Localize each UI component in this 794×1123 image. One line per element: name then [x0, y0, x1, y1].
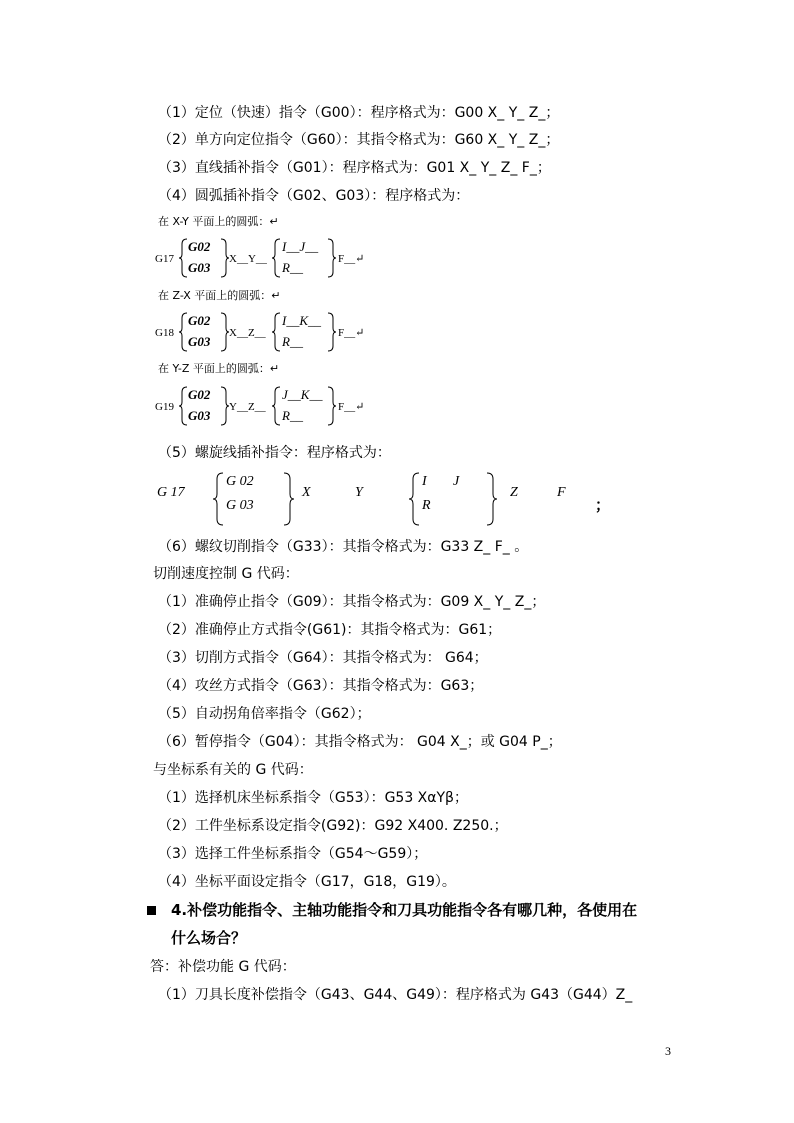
- formula-zx-ik: I__K__: [282, 313, 321, 328]
- question-4-line-2: 什么场合？: [171, 929, 247, 947]
- formula-helix-g02: G 02: [226, 474, 254, 489]
- g62-line: （5）自动拐角倍率指令（G62）；: [158, 706, 371, 722]
- formula-helix-g17: G 17: [157, 485, 185, 500]
- formula-zx-g: G18: [155, 327, 174, 339]
- formula-yz-f: F__↵: [338, 401, 365, 413]
- formula-helix-x: X: [302, 485, 311, 500]
- right-brace-icon: [327, 238, 337, 278]
- formula-xy-g02: G02: [188, 239, 211, 254]
- g92-line: （2）工件坐标系设定指令(G92)：G92 X400. Z250.；: [158, 818, 508, 834]
- formula-helix-i: I: [422, 474, 427, 489]
- formula-yz-r: R__: [282, 408, 303, 423]
- formula-helix-r: R: [422, 498, 431, 513]
- zx-plane-label: 在 Z-X 平面上的圆弧：↵: [158, 289, 281, 302]
- g63-line: （4）攻丝方式指令（G63）：其指令格式为：G63；: [158, 678, 484, 694]
- g60-line: （2）单方向定位指令（G60）：其指令格式为：G60 X_ Y_ Z_；: [158, 132, 560, 148]
- yz-plane-label: 在 Y-Z 平面上的圆弧：↵: [158, 362, 280, 375]
- formula-yz-g: G19: [155, 401, 174, 413]
- formula-zx-f: F__↵: [338, 327, 365, 339]
- left-brace-icon: [178, 238, 188, 278]
- g09-line: （1）准确停止指令（G09）：其指令格式为：G09 X_ Y_ Z_；: [158, 594, 546, 610]
- right-brace-icon: [283, 472, 295, 526]
- formula-helix-f: F: [557, 485, 566, 500]
- left-brace-icon: [178, 312, 188, 352]
- coord-heading: 与坐标系有关的 G 代码：: [153, 762, 313, 778]
- formula-zx-mid: X__Z__: [229, 327, 266, 339]
- xy-plane-label: 在 X-Y 平面上的圆弧：↵: [158, 215, 279, 228]
- g00-line: （1）定位（快速）指令（G00）：程序格式为：G00 X_ Y_ Z_；: [158, 105, 560, 121]
- formula-zx-g03: G03: [188, 334, 211, 349]
- right-brace-icon: [486, 472, 498, 526]
- formula-helix-g03: G 03: [226, 498, 254, 513]
- left-brace-icon: [271, 386, 281, 426]
- formula-xy-ij: I__J__: [282, 239, 319, 254]
- g54-g59-line: （3）选择工件坐标系指令（G54～G59）；: [158, 846, 428, 862]
- formula-yz-g03: G03: [188, 408, 211, 423]
- question-4-line-1: 4.补偿功能指令、主轴功能指令和刀具功能指令各有哪几种，各使用在: [171, 901, 638, 919]
- formula-yz: [155, 384, 395, 428]
- g17-g19-line: （4）坐标平面设定指令（G17，G18，G19）。: [158, 874, 456, 890]
- page-number: 3: [665, 1044, 671, 1058]
- formula-zx: [155, 310, 395, 354]
- left-brace-icon: [212, 472, 224, 526]
- right-brace-icon: [327, 312, 337, 352]
- formula-helix: [155, 470, 625, 528]
- formula-yz-jk: J__K__: [282, 387, 323, 402]
- formula-yz-g02: G02: [188, 387, 211, 402]
- formula-yz-mid: Y__Z__: [229, 401, 266, 413]
- right-brace-icon: [327, 386, 337, 426]
- formula-helix-semicolon: ；: [595, 496, 611, 514]
- formula-xy-f: F__↵: [338, 253, 365, 265]
- formula-xy-r: R__: [282, 260, 303, 275]
- left-brace-icon: [271, 312, 281, 352]
- formula-xy: [155, 236, 395, 280]
- g04-line: （6）暂停指令（G04）：其指令格式为： G04 X_；或 G04 P_；: [158, 734, 562, 750]
- formula-xy-g03: G03: [188, 260, 211, 275]
- left-brace-icon: [408, 472, 420, 526]
- formula-xy-mid: X__Y__: [229, 253, 267, 265]
- formula-xy-g: G17: [155, 253, 174, 265]
- helix-line: （5）螺旋线插补指令：程序格式为：: [158, 445, 391, 461]
- left-brace-icon: [178, 386, 188, 426]
- g61-line: （2）准确停止方式指令(G61)：其指令格式为：G61；: [158, 622, 502, 638]
- speed-heading: 切削速度控制 G 代码：: [153, 566, 299, 582]
- g64-line: （3）切削方式指令（G64）：其指令格式为： G64；: [158, 650, 488, 666]
- left-brace-icon: [271, 238, 281, 278]
- square-bullet-icon: [147, 906, 156, 915]
- g43-line: （1）刀具长度补偿指令（G43、G44、G49）：程序格式为 G43（G44）Z_: [158, 987, 633, 1003]
- g01-line: （3）直线插补指令（G01）：程序格式为：G01 X_ Y_ Z_ F_；: [158, 160, 551, 176]
- g02-g03-line: （4）圆弧插补指令（G02、G03）：程序格式为：: [158, 188, 470, 204]
- formula-zx-r: R__: [282, 334, 303, 349]
- answer-heading: 答：补偿功能 G 代码：: [150, 959, 296, 975]
- formula-helix-y: Y: [355, 485, 363, 500]
- g33-line: （6）螺纹切削指令（G33）：其指令格式为：G33 Z_ F_ 。: [158, 539, 529, 555]
- formula-helix-j: J: [453, 474, 460, 489]
- formula-helix-z: Z: [510, 485, 518, 500]
- g53-line: （1）选择机床坐标系指令（G53）：G53 XαYβ；: [158, 790, 468, 806]
- formula-zx-g02: G02: [188, 313, 211, 328]
